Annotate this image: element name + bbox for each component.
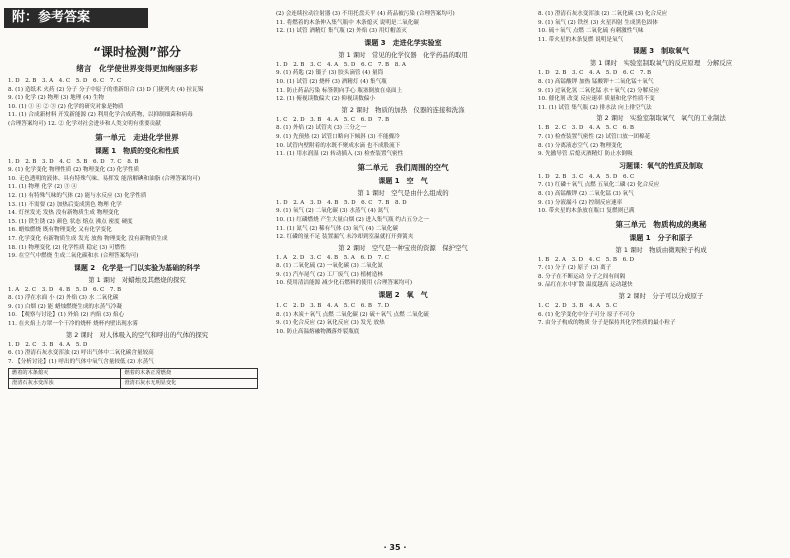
answer-line: 1. D 2. B 3. A 4. C 5. D 6. C 7. C <box>8 78 122 84</box>
answer-line: 1. A 2. D 3. C 4. B 5. A 6. D 7. C <box>276 254 390 261</box>
section-heading: 课题 3 走进化学实验室 <box>364 38 442 47</box>
answer-line: 1. A 2. C 3. D 4. B 5. D 6. C 7. B <box>8 286 122 293</box>
section-heading: 课题 1 物质的变化和性质 <box>94 146 180 155</box>
lesson-heading: 第 2 课时 分子可以分成原子 <box>618 292 704 301</box>
answer-line: 1. B 2. C 3. D 4. A 5. C 6. B <box>538 125 634 132</box>
answer-line: 11. (1) 试管 集气瓶 (2) 排水法 向上排空气法 <box>538 104 652 111</box>
section-heading: 课题 2 氧 气 <box>378 291 428 300</box>
section-heading: 课题 1 分子和原子 <box>629 233 693 242</box>
answer-line: 8. (1) 分离液态空气 (2) 物理变化 <box>538 142 623 149</box>
section-heading: 绪言 化学使世界变得更加绚丽多彩 <box>76 64 198 73</box>
answer-line: 7. (1) 分子 (2) 原子 (3) 离子 <box>538 265 612 272</box>
answer-line: 10. (1) ① ④ ② ③ (2) 化学的研究对象是物质 <box>8 103 124 110</box>
answer-line: 9. (1) 分液漏斗 (2) 控制反应速率 <box>538 199 623 206</box>
answer-line: 1. D 2. B 3. C 4. A 5. D 6. C 7. B <box>538 70 652 77</box>
answer-line: 8. (1) 造纸术 火药 (2) 分子 分子中原子的重新组合 (3) D 门捷列夫 (4) 拉瓦锡 <box>8 86 204 93</box>
answer-line: 9. (1) 氧气 (2) 铁丝 (3) 火星四射 生成黑色固体 <box>538 19 658 26</box>
answer-line: 6. (1) 化学变化中分子可分 原子不可分 <box>538 311 635 318</box>
answer-line: 11. 防止药品污染 标签朝向手心 瓶塞倒放在桌面上 <box>276 87 403 94</box>
answer-line: 12. (1) 试管 酒精灯 集气瓶 (2) 外焰 (3) 用灯帽盖灭 <box>276 28 407 35</box>
section-heading: 课题 3 制取氧气 <box>632 47 690 56</box>
answer-line: 8. (1) 木炭＋氧气 点燃 二氧化碳 (2) 硫＋氧气 点燃 二氧化硫 <box>276 311 429 318</box>
answer-line: 1. C 2. D 3. B 4. A 5. C <box>538 303 618 310</box>
lesson-heading: 第 2 课时 实验室制取氧气 氧气的工业制法 <box>596 114 726 123</box>
answer-line: (2) 会连续拉动注射器 (3) 不用托盘天平 (4) 药品被污染 (合理答案均可) <box>276 11 455 17</box>
answer-line: 13. (1) 不需要 (2) 加热后变成黑色 物理 化学 <box>8 201 122 208</box>
answer-line: 7. 由分子构成的物质 分子是保持其化学性质的最小粒子 <box>538 320 676 327</box>
answer-line: 19. 在空气中燃烧 生成二氧化碳和水 (合理答案均可) <box>8 253 139 260</box>
answer-line: 10. (1) 红磷燃烧 产生大量白烟 (2) 进入集气瓶 约占五分之一 <box>276 216 429 223</box>
column-middle <box>276 10 530 336</box>
column-left-body <box>8 44 266 366</box>
answer-line: 9. (1) 汽车尾气 (2) 工厂废气 (3) 植树造林 <box>276 271 383 278</box>
answer-line: 1. B 2. A 3. D 4. C 5. B 6. D <box>538 256 635 263</box>
answer-line: 1. C 2. D 3. B 4. A 5. C 6. D 7. B <box>276 116 390 123</box>
answer-line: 8. (1) 高锰酸钾 (2) 二氧化锰 (3) 氧气 <box>538 190 634 197</box>
answer-line: 17. 化学变化 有新物质生成 发光 放热 物理变化 没有新物质生成 <box>8 235 168 242</box>
answer-line: 9. (1) 化学 (2) 物理 (3) 地理 (4) 生物 <box>8 95 105 102</box>
answer-line: 8. (1) 外焰 (2) 试管夹 (3) 三分之一 <box>276 125 367 132</box>
lesson-heading: 第 2 课时 空气是一种宝贵的资源 保护空气 <box>338 243 468 252</box>
lesson-heading: 第 1 课时 空气是由什么组成的 <box>357 188 449 197</box>
answer-line: 10. 防止高温熔融物溅落炸裂瓶底 <box>276 328 360 335</box>
answer-line: 1. D 2. B 3. C 4. A 5. D 6. C 7. B 8. A <box>276 61 406 68</box>
lesson-heading: 第 2 课时 物质的加热 仪器的连接和洗涤 <box>341 105 465 114</box>
answer-line: 9. (1) 化学变化 物理性质 (2) 物理变化 (3) 化学性质 <box>8 167 140 174</box>
lesson-heading: 第 2 课时 对人体吸入的空气和呼出的气体的探究 <box>65 330 209 339</box>
answer-line: 9. (1) 过氧化氢 二氧化锰 水＋氧气 (2) 分解反应 <box>538 87 660 94</box>
table-cell: 燃着的木条正常燃烧 <box>121 369 258 379</box>
table-row <box>9 379 258 389</box>
answer-line: 7. (1) 检查装置气密性 (2) 试管口放一团棉花 <box>538 133 651 140</box>
lesson-heading: 第 1 课时 常见的化学仪器 化学药品的取用 <box>338 50 468 59</box>
answer-line: 8. (1) 澄清石灰水变浑浊 (2) 二氧化碳 (3) 化合反应 <box>538 11 668 17</box>
answer-line: 15. (1) 铁生锈 (2) 颜色 状态 熔点 沸点 密度 硬度 <box>8 218 133 225</box>
answer-line: 9. (1) 先预热 (2) 试管口略向下倾斜 (3) 不能骤冷 <box>276 133 400 140</box>
answer-line: 1. D 2. A 3. D 4. B 5. D 6. C 7. B 8. D <box>276 199 407 206</box>
answer-line: 12. (1) 有特殊气味的气体 (2) 能与水反应 (3) 化学性质 <box>8 192 147 199</box>
answer-line: 11. (1) 物理 化学 (2) ③ ④ <box>8 184 77 191</box>
answer-line: 8. 分子在不断运动 分子之间有间隔 <box>538 273 626 280</box>
answer-line: 11. 将燃着的木条伸入集气瓶中 木条熄灭 说明是二氧化碳 <box>276 19 419 26</box>
answer-line: 11. (1) 用水润湿 (2) 转动插入 (3) 检查装置气密性 <box>276 151 404 158</box>
answer-line: 1. D 2. B 3. C 4. A 5. D 6. C <box>538 173 635 180</box>
page-number: · 35 · <box>383 543 407 552</box>
answer-line: 11. (1) 合成新材料 开发新能源 (2) 利用化学合成药物，以抑制细菌和病毒 <box>8 112 193 119</box>
answer-line: 16. 蜡烛燃烧 既有物理变化 又有化学变化 <box>8 227 112 234</box>
answer-line: 8. (1) 二氧化硫 (2) 一氧化碳 (3) 二氧化氮 <box>276 263 383 270</box>
answer-line: 18. (1) 物理变化 (2) 化学性质 稳定 (3) 可燃性 <box>8 244 126 251</box>
answer-line: 8. (1) 浮在水面 小 (2) 外焰 (3) 水 二氧化碳 <box>8 295 119 302</box>
answer-line: 12. 红磷的量不足 装置漏气 未冷却到室温就打开弹簧夹 <box>276 234 414 241</box>
section-heading: 第三单元 物质构成的奥秘 <box>615 219 707 229</box>
answer-line: 6. (1) 澄清石灰水变浑浊 (2) 呼出气体中二氧化碳含量较高 <box>8 350 154 357</box>
section-heading: 习题课：氧气的性质及制取 <box>619 161 703 170</box>
answer-line: 9. (1) 氧气 (2) 二氧化碳 (3) 水蒸气 (4) 氮气 <box>276 208 389 215</box>
answer-line: 8. (1) 高锰酸钾 加热 锰酸钾＋二氧化锰＋氧气 <box>538 78 654 85</box>
table-cell: 澄清石灰水变浑浊 <box>9 379 121 389</box>
answer-line: 11. 带火星的木条复燃 说明是氧气 <box>538 36 624 43</box>
answer-line: 10. 硫＋氧气 点燃 二氧化硫 有刺激性气味 <box>538 28 644 35</box>
answer-line: 10. 使用清洁能源 减少化石燃料的使用 (合理答案均可) <box>276 280 413 287</box>
answer-line: 10. (1) 试管 (2) 烧杯 (3) 酒精灯 (4) 集气瓶 <box>276 78 387 85</box>
observation-table <box>8 368 258 389</box>
section-heading: 第一单元 走进化学世界 <box>95 132 179 142</box>
answer-line: 10. 带火星的木条放在瓶口 复燃则已满 <box>538 208 635 215</box>
table-cell: 澄清石灰水无明显变化 <box>121 379 258 389</box>
answer-line: 10. 【观察与讨论】(1) 外焰 (2) 内焰 (3) 焰心 <box>8 312 125 319</box>
lesson-heading: 第 1 课时 对蜡烛及其燃烧的探究 <box>88 275 186 284</box>
answer-line: 9. (1) 白烟 (2) 能 蜡烛燃烧生成的水蒸气冷凝 <box>8 303 122 310</box>
answer-line: 7. 【分析讨论】(1) 呼出的气体中氧气含量较低 (2) 水蒸气 <box>8 358 154 365</box>
answer-line: 10. 催化剂 改变 反应速率 质量和化学性质不变 <box>538 96 655 103</box>
lesson-heading: 第 1 课时 实验室制取氧气的反应原理 分解反应 <box>589 59 733 68</box>
answer-line: 1. D 2. B 3. D 4. C 5. B 6. D 7. C 8. B <box>8 158 139 165</box>
answer-line: 1. D 2. C 3. B 4. A 5. D <box>8 341 88 348</box>
answer-line: 11. (1) 氮气 (2) 稀有气体 (3) 氧气 (4) 二氧化碳 <box>276 225 398 232</box>
section-heading: “课时检测”部分 <box>93 45 181 59</box>
section-heading: 第二单元 我们周围的空气 <box>357 162 449 172</box>
answer-key-banner: 附：参考答案 <box>4 8 148 28</box>
answer-line: 10. 无色透明的液体、具有特殊气味、易挥发 能溶解碘和油脂 (合理答案均可) <box>8 175 201 182</box>
answer-line: 9. 先撤导管 后熄灭酒精灯 防止水倒吸 <box>538 151 633 158</box>
answer-line: 10. 试管内壁附着的水既不聚成水滴 也不成股流下 <box>276 142 401 149</box>
answer-line: 1. C 2. D 3. B 4. A 5. C 6. B 7. D <box>276 303 390 310</box>
answer-line: (合理答案均可) 12. ② 化学对社会进步和人类文明有重要贡献 <box>8 120 161 127</box>
table-row <box>9 369 258 379</box>
answer-line: 9. (1) 化合反应 (2) 氧化反应 (3) 发光 放热 <box>276 320 385 327</box>
table-cell: 燃着的木条熄灭 <box>9 369 121 379</box>
answer-line: 7. (1) 红磷＋氧气 点燃 五氧化二磷 (2) 化合反应 <box>538 182 660 189</box>
answer-line: 11. 在火焰上方罩一个干冷的烧杯 烧杯内壁出现水雾 <box>8 321 138 328</box>
answer-line: 12. (1) 俯视读数偏大 (2) 仰视读数偏小 <box>276 96 375 103</box>
lesson-heading: 第 1 课时 物质由微观粒子构成 <box>615 245 707 254</box>
answer-line: 9. 品红在水中扩散 温度越高 运动越快 <box>538 282 633 289</box>
answer-line: 9. (1) 药匙 (2) 镊子 (3) 胶头滴管 (4) 量筒 <box>276 70 384 77</box>
column-left <box>8 40 266 391</box>
answer-line: 14. 灯丝发光 发热 没有新物质生成 物理变化 <box>8 210 120 217</box>
section-heading: 课题 2 化学是一门以实验为基础的科学 <box>73 263 201 272</box>
column-right <box>538 10 784 328</box>
section-heading: 课题 1 空 气 <box>378 176 428 185</box>
